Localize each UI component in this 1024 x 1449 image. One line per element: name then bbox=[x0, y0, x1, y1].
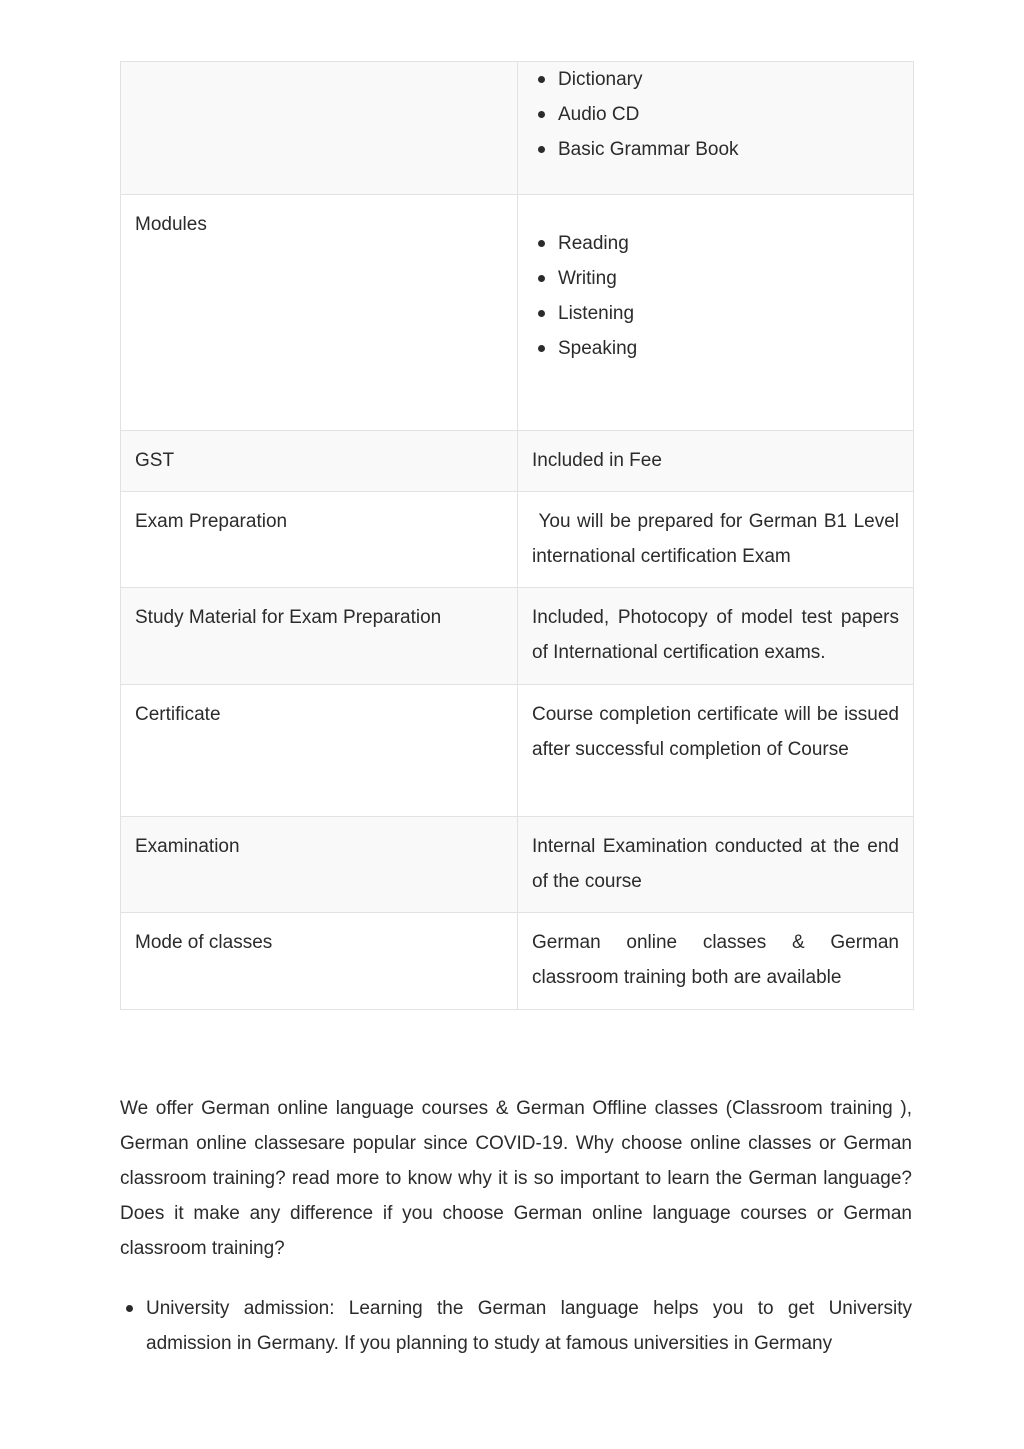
reasons-list bbox=[120, 1291, 912, 1361]
table-cell-label: Study Material for Exam Preparation bbox=[121, 588, 518, 685]
table-cell-label: Certificate bbox=[121, 685, 518, 817]
table-cell-label: Modules bbox=[121, 195, 518, 431]
materials-list bbox=[532, 62, 899, 167]
intro-paragraph: We offer German online language courses & German Offline classes (Classroom training ), German online classesare popular since COVID-19. Why choose online classes or German classroom training? read more to know why it is so important to learn the German language? Does it make any difference if you choose German online language courses or German classroom training? bbox=[120, 1098, 912, 1259]
list-item: Reading bbox=[558, 226, 899, 261]
table-row-modules bbox=[121, 195, 914, 431]
table-row-materials bbox=[121, 62, 914, 195]
modules-list bbox=[532, 226, 899, 366]
table-row-exam-preparation bbox=[121, 492, 914, 588]
table-cell-value: You will be prepared for German B1 Level international certification Exam bbox=[518, 492, 914, 588]
table-cell-label: Mode of classes bbox=[121, 913, 518, 1010]
table-cell-label bbox=[121, 62, 518, 195]
table-cell-value: Internal Examination conducted at the end of the course bbox=[518, 817, 914, 913]
table-cell-value bbox=[518, 62, 914, 195]
table-row-mode-of-classes bbox=[121, 913, 914, 1010]
table-cell-value: Course completion certificate will be issued after successful completion of Course bbox=[518, 685, 914, 817]
table-row-examination bbox=[121, 817, 914, 913]
list-item: Audio CD bbox=[558, 97, 899, 132]
list-item: Dictionary bbox=[558, 62, 899, 97]
list-item: Basic Grammar Book bbox=[558, 132, 899, 167]
list-item: Listening bbox=[558, 296, 899, 331]
table-cell-value: Included in Fee bbox=[518, 431, 914, 492]
list-item: University admission: Learning the German language helps you to get University admission in Germany. If you planning to study at famous universities in Germany bbox=[146, 1291, 912, 1361]
table-cell-label: Exam Preparation bbox=[121, 492, 518, 588]
table-cell-label: Examination bbox=[121, 817, 518, 913]
table-cell-label: GST bbox=[121, 431, 518, 492]
table-row-certificate bbox=[121, 685, 914, 817]
table-row-gst bbox=[121, 431, 914, 492]
course-details-table bbox=[120, 61, 914, 1010]
table-row-study-material bbox=[121, 588, 914, 685]
list-item: Writing bbox=[558, 261, 899, 296]
table-cell-value: German online classes & German classroom training both are available bbox=[518, 913, 914, 1010]
list-item: Speaking bbox=[558, 331, 899, 366]
table-cell-value bbox=[518, 195, 914, 431]
table-cell-value: Included, Photocopy of model test papers of International certification exams. bbox=[518, 588, 914, 685]
